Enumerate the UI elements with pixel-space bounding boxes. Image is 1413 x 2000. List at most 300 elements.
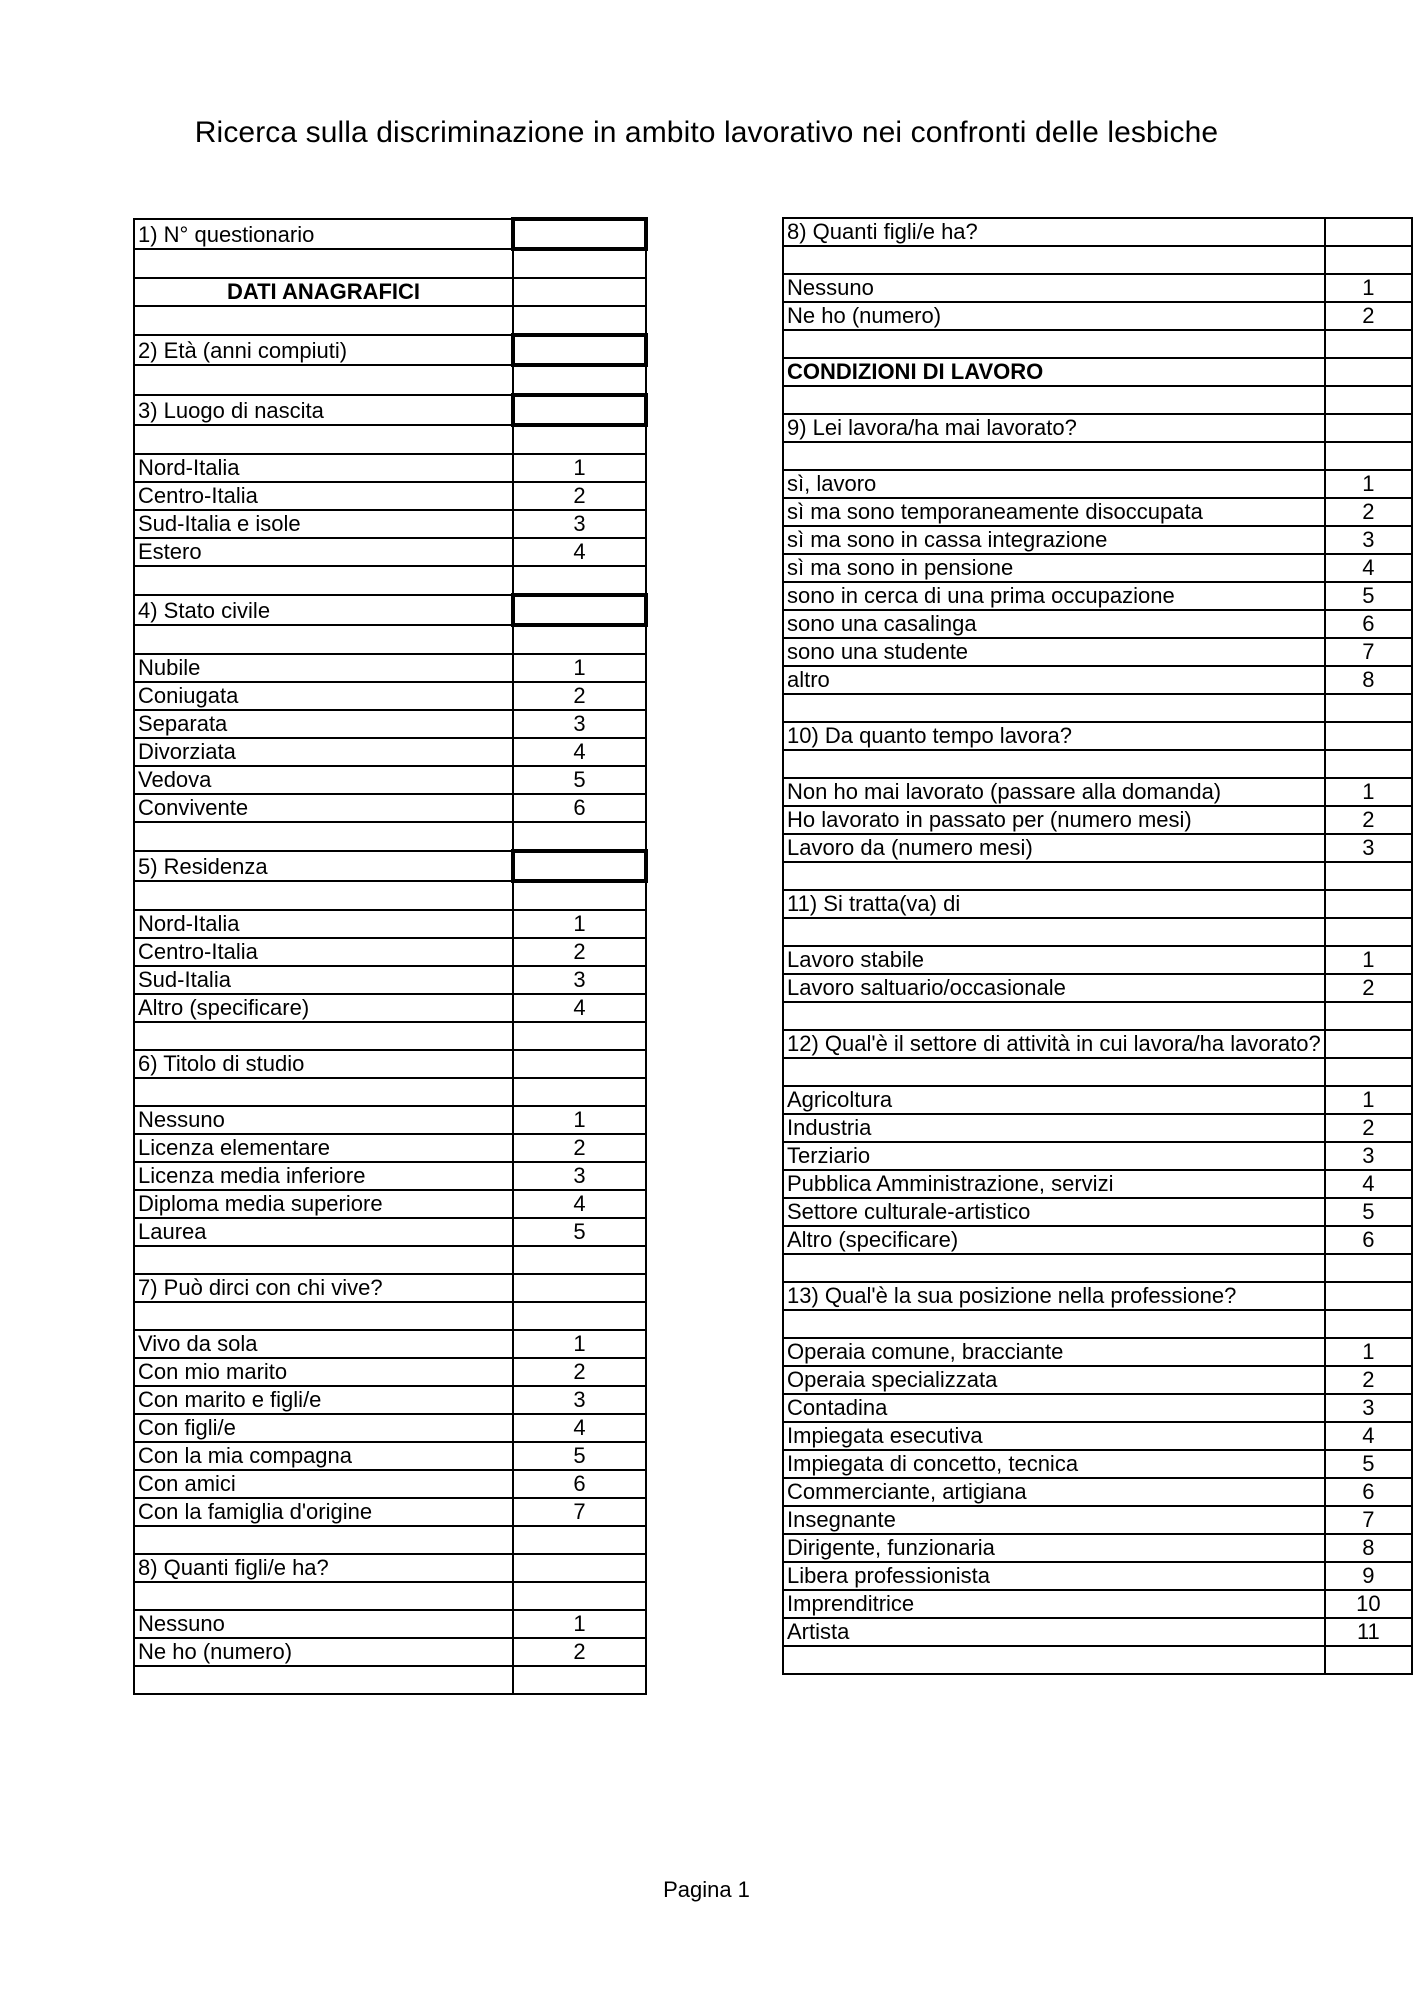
row-code: 1 — [1325, 946, 1412, 974]
row-code — [513, 425, 646, 454]
row-code: 2 — [513, 1638, 646, 1666]
row-code: 8 — [1325, 666, 1412, 694]
table-row — [134, 510, 646, 538]
row-code: 1 — [1325, 1338, 1412, 1366]
table-row — [134, 482, 646, 510]
row-code: 3 — [513, 510, 646, 538]
row-label — [783, 442, 1325, 470]
table-row — [134, 766, 646, 794]
row-label: 5) Residenza — [134, 851, 513, 881]
row-label — [134, 365, 513, 395]
row-label: Centro-Italia — [134, 482, 513, 510]
row-code: 5 — [1325, 1198, 1412, 1226]
table-row — [783, 1254, 1412, 1282]
table-row — [783, 666, 1412, 694]
row-code — [1325, 358, 1412, 386]
row-label — [134, 249, 513, 278]
row-label: Estero — [134, 538, 513, 566]
table-row — [134, 538, 646, 566]
row-label — [783, 918, 1325, 946]
row-code: 5 — [513, 766, 646, 794]
table-row — [783, 610, 1412, 638]
table-row — [783, 890, 1412, 918]
row-code: 4 — [513, 1414, 646, 1442]
row-code: 4 — [513, 538, 646, 566]
row-code: 1 — [513, 1106, 646, 1134]
table-row — [783, 862, 1412, 890]
row-code — [513, 566, 646, 595]
row-code: 7 — [1325, 638, 1412, 666]
row-label: Con la famiglia d'origine — [134, 1498, 513, 1526]
table-row — [783, 638, 1412, 666]
row-label: 2) Età (anni compiuti) — [134, 335, 513, 365]
row-code: 1 — [513, 1330, 646, 1358]
table-row — [783, 1226, 1412, 1254]
table-row — [134, 1078, 646, 1106]
row-code: 3 — [1325, 1142, 1412, 1170]
row-code: 1 — [1325, 1086, 1412, 1114]
row-label — [783, 1002, 1325, 1030]
row-label: Con figli/e — [134, 1414, 513, 1442]
row-label — [134, 1246, 513, 1274]
row-code — [513, 625, 646, 654]
row-label: Commerciante, artigiana — [783, 1478, 1325, 1506]
row-code: 4 — [1325, 1422, 1412, 1450]
table-row — [783, 974, 1412, 1002]
row-label: Lavoro da (numero mesi) — [783, 834, 1325, 862]
table-row — [134, 454, 646, 482]
row-code: 5 — [1325, 1450, 1412, 1478]
table-row — [134, 1358, 646, 1386]
row-code: 3 — [513, 1386, 646, 1414]
row-label: Con la mia compagna — [134, 1442, 513, 1470]
row-label — [134, 566, 513, 595]
row-label: Settore culturale-artistico — [783, 1198, 1325, 1226]
row-label: Con marito e figli/e — [134, 1386, 513, 1414]
row-label: Impiegata di concetto, tecnica — [783, 1450, 1325, 1478]
answer-box[interactable] — [513, 219, 646, 249]
row-label: sì, lavoro — [783, 470, 1325, 498]
row-label: Operaia specializzata — [783, 1366, 1325, 1394]
row-code: 2 — [513, 482, 646, 510]
row-label: 3) Luogo di nascita — [134, 395, 513, 425]
row-code: 9 — [1325, 1562, 1412, 1590]
row-code — [1325, 890, 1412, 918]
row-code: 5 — [1325, 582, 1412, 610]
table-row — [783, 358, 1412, 386]
table-row — [783, 1506, 1412, 1534]
table-row — [134, 1106, 646, 1134]
row-code — [513, 1022, 646, 1050]
row-code — [1325, 1254, 1412, 1282]
row-code — [513, 1302, 646, 1330]
row-label: Industria — [783, 1114, 1325, 1142]
table-row — [783, 1114, 1412, 1142]
row-code — [513, 278, 646, 306]
row-label: Divorziata — [134, 738, 513, 766]
table-row — [783, 1170, 1412, 1198]
row-label: Nord-Italia — [134, 910, 513, 938]
table-row — [783, 414, 1412, 442]
row-code: 2 — [513, 682, 646, 710]
row-code — [513, 1246, 646, 1274]
table-row — [783, 1478, 1412, 1506]
row-code — [513, 1050, 646, 1078]
row-label: 8) Quanti figli/e ha? — [783, 218, 1325, 246]
row-label: Nord-Italia — [134, 454, 513, 482]
row-label: Nessuno — [134, 1106, 513, 1134]
table-row — [783, 1310, 1412, 1338]
row-code — [513, 1078, 646, 1106]
table-row — [134, 1498, 646, 1526]
table-row — [134, 365, 646, 395]
row-code: 11 — [1325, 1618, 1412, 1646]
row-code: 1 — [513, 654, 646, 682]
row-code — [1325, 246, 1412, 274]
row-label — [134, 1078, 513, 1106]
table-row — [134, 1302, 646, 1330]
row-label: Con amici — [134, 1470, 513, 1498]
row-label: 9) Lei lavora/ha mai lavorato? — [783, 414, 1325, 442]
table-row — [134, 1022, 646, 1050]
table-row — [783, 582, 1412, 610]
row-label: Libera professionista — [783, 1562, 1325, 1590]
row-label: 12) Qual'è il settore di attività in cui lavora/ha lavorato? — [783, 1030, 1325, 1058]
table-row — [134, 425, 646, 454]
row-label: Imprenditrice — [783, 1590, 1325, 1618]
table-row — [134, 1470, 646, 1498]
table-row — [783, 386, 1412, 414]
table-row — [134, 1526, 646, 1554]
row-code — [1325, 1058, 1412, 1086]
answer-box[interactable] — [513, 395, 646, 425]
table-row — [134, 1582, 646, 1610]
page-title: Ricerca sulla discriminazione in ambito lavorativo nei confronti delle lesbiche — [194, 116, 1219, 149]
table-row — [783, 1282, 1412, 1310]
table-row — [134, 306, 646, 335]
row-code: 3 — [513, 710, 646, 738]
table-row — [783, 1450, 1412, 1478]
table-row — [134, 249, 646, 278]
table-row — [134, 938, 646, 966]
row-label: Sud-Italia e isole — [134, 510, 513, 538]
table-row — [783, 778, 1412, 806]
row-code: 5 — [513, 1218, 646, 1246]
right-table-body — [783, 218, 1412, 1674]
row-code: 2 — [1325, 974, 1412, 1002]
answer-box[interactable] — [513, 335, 646, 365]
table-row — [783, 470, 1412, 498]
row-label — [783, 330, 1325, 358]
row-label: 4) Stato civile — [134, 595, 513, 625]
table-row — [134, 1274, 646, 1302]
table-row — [783, 1002, 1412, 1030]
table-row — [134, 1442, 646, 1470]
row-label — [783, 246, 1325, 274]
table-row — [134, 1050, 646, 1078]
table-row — [783, 218, 1412, 246]
row-label — [134, 625, 513, 654]
table-row — [134, 851, 646, 881]
table-row — [783, 442, 1412, 470]
row-code: 4 — [1325, 554, 1412, 582]
row-code: 1 — [513, 454, 646, 482]
row-code: 7 — [1325, 1506, 1412, 1534]
row-label — [783, 1310, 1325, 1338]
row-code — [1325, 750, 1412, 778]
table-row — [134, 395, 646, 425]
row-label: 7) Può dirci con chi vive? — [134, 1274, 513, 1302]
row-label — [134, 1526, 513, 1554]
row-label: Contadina — [783, 1394, 1325, 1422]
row-label: Vedova — [134, 766, 513, 794]
row-label: Dirigente, funzionaria — [783, 1534, 1325, 1562]
table-row — [134, 654, 646, 682]
row-code: 2 — [1325, 1114, 1412, 1142]
row-label: altro — [783, 666, 1325, 694]
table-row — [783, 722, 1412, 750]
row-code — [513, 881, 646, 910]
row-code — [513, 1274, 646, 1302]
row-label: Diploma media superiore — [134, 1190, 513, 1218]
table-row — [134, 682, 646, 710]
row-label — [134, 1022, 513, 1050]
table-row — [783, 1142, 1412, 1170]
row-code: 2 — [513, 1134, 646, 1162]
row-code — [1325, 330, 1412, 358]
row-code — [513, 365, 646, 395]
row-code — [513, 822, 646, 851]
row-code: 1 — [1325, 470, 1412, 498]
table-row — [134, 1162, 646, 1190]
table-row — [783, 918, 1412, 946]
row-code — [1325, 722, 1412, 750]
row-label: 10) Da quanto tempo lavora? — [783, 722, 1325, 750]
row-code: 2 — [513, 1358, 646, 1386]
table-row — [783, 274, 1412, 302]
row-code: 10 — [1325, 1590, 1412, 1618]
row-code: 3 — [1325, 1394, 1412, 1422]
row-label: Non ho mai lavorato (passare alla domanda) — [783, 778, 1325, 806]
row-label: 13) Qual'è la sua posizione nella professione? — [783, 1282, 1325, 1310]
row-label: Nessuno — [783, 274, 1325, 302]
section-header: CONDIZIONI DI LAVORO — [783, 358, 1325, 386]
row-code — [1325, 1282, 1412, 1310]
table-row — [783, 330, 1412, 358]
row-code: 1 — [1325, 778, 1412, 806]
table-row — [134, 1610, 646, 1638]
row-code — [1325, 1310, 1412, 1338]
table-row — [134, 1218, 646, 1246]
table-row — [783, 1562, 1412, 1590]
row-code — [1325, 918, 1412, 946]
row-label — [783, 694, 1325, 722]
row-label — [783, 1646, 1325, 1674]
table-row — [783, 1646, 1412, 1674]
row-code: 4 — [1325, 1170, 1412, 1198]
table-row — [134, 278, 646, 306]
row-code: 3 — [513, 966, 646, 994]
row-code: 1 — [1325, 274, 1412, 302]
table-row — [134, 794, 646, 822]
row-label: 8) Quanti figli/e ha? — [134, 1554, 513, 1582]
row-code — [513, 1582, 646, 1610]
row-label: Ne ho (numero) — [783, 302, 1325, 330]
row-label: Altro (specificare) — [783, 1226, 1325, 1254]
row-code — [513, 306, 646, 335]
row-code — [513, 1666, 646, 1694]
table-row — [134, 566, 646, 595]
table-row — [783, 1338, 1412, 1366]
row-label: Insegnante — [783, 1506, 1325, 1534]
row-code — [1325, 442, 1412, 470]
left-table-body — [134, 219, 646, 1694]
table-row — [134, 710, 646, 738]
table-row — [783, 554, 1412, 582]
table-row — [783, 1058, 1412, 1086]
row-label: 6) Titolo di studio — [134, 1050, 513, 1078]
section-header: DATI ANAGRAFICI — [134, 278, 513, 306]
table-row — [134, 1666, 646, 1694]
row-code — [513, 249, 646, 278]
table-row — [783, 526, 1412, 554]
row-label — [134, 1582, 513, 1610]
row-label: sono una studente — [783, 638, 1325, 666]
row-label: Centro-Italia — [134, 938, 513, 966]
row-code — [1325, 1030, 1412, 1058]
row-label: Altro (specificare) — [134, 994, 513, 1022]
table-row — [783, 806, 1412, 834]
row-code: 2 — [1325, 1366, 1412, 1394]
row-code: 2 — [1325, 806, 1412, 834]
row-code — [1325, 1002, 1412, 1030]
table-row — [134, 822, 646, 851]
table-row — [134, 1554, 646, 1582]
row-code: 4 — [513, 994, 646, 1022]
row-code: 2 — [1325, 498, 1412, 526]
row-label: Laurea — [134, 1218, 513, 1246]
row-code — [1325, 386, 1412, 414]
table-row — [134, 595, 646, 625]
row-label — [134, 822, 513, 851]
table-row — [134, 1330, 646, 1358]
row-code: 2 — [513, 938, 646, 966]
table-row — [134, 910, 646, 938]
row-label: sì ma sono in cassa integrazione — [783, 526, 1325, 554]
row-code — [1325, 1646, 1412, 1674]
left-questionnaire-table — [133, 217, 648, 1695]
table-row — [134, 738, 646, 766]
row-code: 2 — [1325, 302, 1412, 330]
answer-box[interactable] — [513, 595, 646, 625]
row-code — [1325, 218, 1412, 246]
row-label: Nubile — [134, 654, 513, 682]
page-footer: Pagina 1 — [663, 1877, 750, 1902]
row-label — [134, 1666, 513, 1694]
row-label: Convivente — [134, 794, 513, 822]
row-label — [783, 1058, 1325, 1086]
row-code: 3 — [1325, 526, 1412, 554]
table-row — [134, 625, 646, 654]
row-label: 1) N° questionario — [134, 219, 513, 249]
row-code: 4 — [513, 738, 646, 766]
table-row — [783, 694, 1412, 722]
row-label: Sud-Italia — [134, 966, 513, 994]
row-label — [783, 750, 1325, 778]
row-label — [134, 306, 513, 335]
row-code: 6 — [1325, 1478, 1412, 1506]
row-code: 6 — [1325, 1226, 1412, 1254]
row-label — [783, 386, 1325, 414]
row-label: Vivo da sola — [134, 1330, 513, 1358]
table-row — [783, 1618, 1412, 1646]
right-questionnaire-table — [782, 217, 1413, 1675]
table-row — [134, 966, 646, 994]
row-label: Pubblica Amministrazione, servizi — [783, 1170, 1325, 1198]
row-label: Terziario — [783, 1142, 1325, 1170]
row-label — [134, 881, 513, 910]
row-code: 3 — [513, 1162, 646, 1190]
table-row — [783, 1590, 1412, 1618]
row-code: 6 — [513, 794, 646, 822]
row-label — [783, 862, 1325, 890]
row-label: Impiegata esecutiva — [783, 1422, 1325, 1450]
table-row — [783, 1534, 1412, 1562]
row-label: Ho lavorato in passato per (numero mesi) — [783, 806, 1325, 834]
row-label: Lavoro saltuario/occasionale — [783, 974, 1325, 1002]
row-code: 6 — [1325, 610, 1412, 638]
row-label: Coniugata — [134, 682, 513, 710]
row-code — [513, 1554, 646, 1582]
row-code — [1325, 694, 1412, 722]
table-row — [134, 994, 646, 1022]
row-label: Agricoltura — [783, 1086, 1325, 1114]
row-label: 11) Si tratta(va) di — [783, 890, 1325, 918]
row-label: Licenza elementare — [134, 1134, 513, 1162]
row-code — [1325, 414, 1412, 442]
table-row — [134, 1246, 646, 1274]
row-code: 1 — [513, 1610, 646, 1638]
row-label: Licenza media inferiore — [134, 1162, 513, 1190]
table-row — [134, 881, 646, 910]
table-row — [783, 1086, 1412, 1114]
table-row — [783, 750, 1412, 778]
row-label: sono in cerca di una prima occupazione — [783, 582, 1325, 610]
row-label: Con mio marito — [134, 1358, 513, 1386]
table-row — [783, 1030, 1412, 1058]
table-row — [783, 498, 1412, 526]
table-row — [134, 1386, 646, 1414]
row-label: sì ma sono in pensione — [783, 554, 1325, 582]
row-label: Separata — [134, 710, 513, 738]
row-code: 5 — [513, 1442, 646, 1470]
table-row — [783, 1422, 1412, 1450]
table-row — [783, 246, 1412, 274]
row-code: 3 — [1325, 834, 1412, 862]
row-label: sì ma sono temporaneamente disoccupata — [783, 498, 1325, 526]
row-label: Lavoro stabile — [783, 946, 1325, 974]
answer-box[interactable] — [513, 851, 646, 881]
table-row — [783, 302, 1412, 330]
row-code — [513, 1526, 646, 1554]
row-code: 7 — [513, 1498, 646, 1526]
row-code: 4 — [513, 1190, 646, 1218]
table-row — [783, 1366, 1412, 1394]
row-label: Ne ho (numero) — [134, 1638, 513, 1666]
table-row — [783, 1198, 1412, 1226]
row-label: Artista — [783, 1618, 1325, 1646]
row-code: 6 — [513, 1470, 646, 1498]
